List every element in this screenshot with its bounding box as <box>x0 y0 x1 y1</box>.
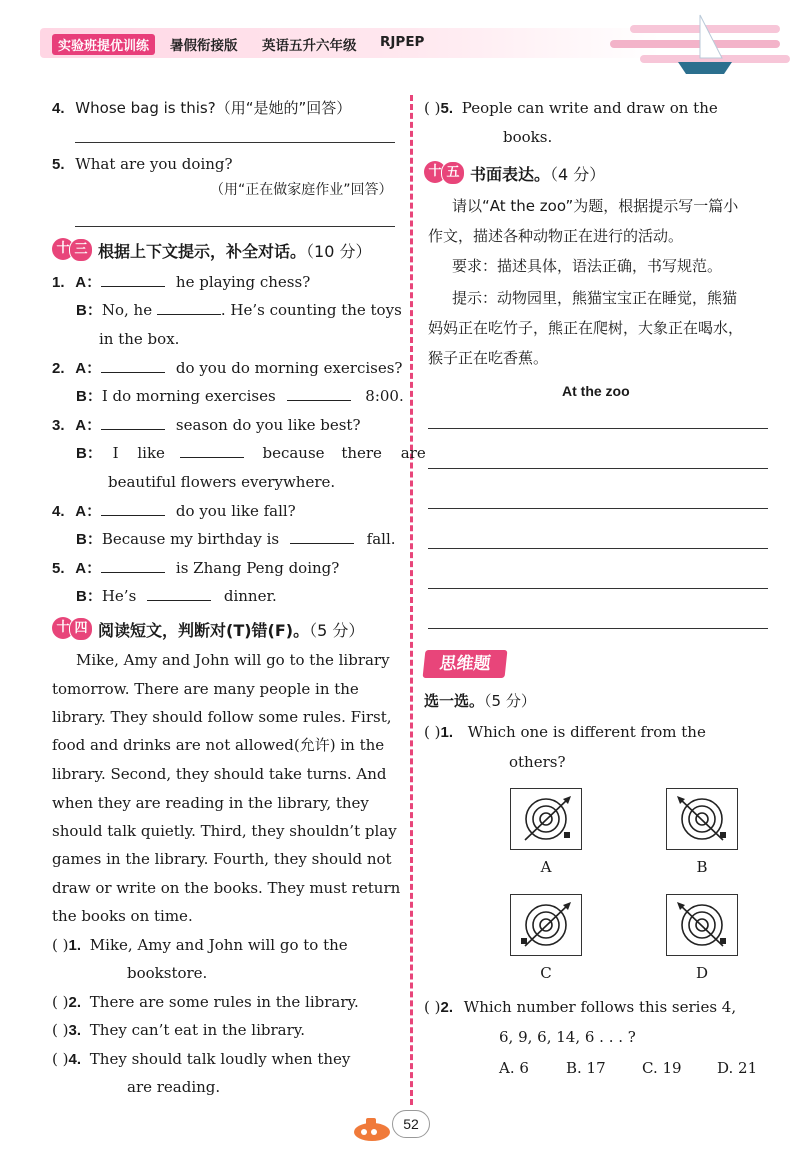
statement-text: Mike, Amy and John will go to the <box>89 936 348 954</box>
passage-line: the books on time. <box>52 907 193 925</box>
version-label: RJPEP <box>380 34 425 50</box>
dialog-text: dinner. <box>223 587 277 605</box>
answer-paren[interactable]: ( ) <box>424 723 441 741</box>
option-c[interactable]: C. 19 <box>642 1059 682 1077</box>
section-title-text: 选一选。 <box>424 692 485 710</box>
dialog-3-a <box>52 415 361 436</box>
dialog-1-a <box>52 272 310 293</box>
speaker-label: A： <box>75 503 102 520</box>
passage-line: draw or write on the books. They must return <box>52 879 401 897</box>
thinking-q1 <box>424 722 706 743</box>
question-number: 2. <box>52 360 65 377</box>
passage-line: games in the library. Fourth, they should not <box>52 850 392 868</box>
question-number: 4. <box>52 503 65 520</box>
statement-2 <box>52 992 359 1013</box>
question-number: 4. <box>52 100 65 117</box>
question-text-cont: 6, 9, 6, 14, 6 . . . ? <box>499 1028 636 1046</box>
statement-text: They should talk loudly when they <box>89 1050 351 1068</box>
answer-paren[interactable]: ( ) <box>52 993 69 1011</box>
statement-3 <box>52 1020 305 1041</box>
answer-paren[interactable]: ( ) <box>52 1050 69 1068</box>
question-number: 2. <box>440 999 453 1016</box>
statement-text-cont: are reading. <box>127 1078 221 1096</box>
passage-line: Mike, Amy and John will go to the library <box>76 651 390 669</box>
question-number: 2. <box>68 994 81 1011</box>
section-title-text: 根据上下文提示，补全对话。 <box>98 242 307 261</box>
answer-paren[interactable]: ( ) <box>52 936 69 954</box>
question-5 <box>52 154 233 175</box>
answer-paren[interactable]: ( ) <box>424 998 441 1016</box>
question-4 <box>52 98 351 119</box>
dialog-2-a <box>52 358 402 379</box>
question-number: 5. <box>52 560 65 577</box>
figure-d <box>666 894 738 956</box>
dialog-text: he playing chess? <box>175 273 311 291</box>
dialog-text: season do you like best? <box>175 416 361 434</box>
figure-label: C <box>540 964 552 982</box>
speaker-label: B： <box>76 388 102 405</box>
option-a[interactable]: A. 6 <box>499 1059 529 1077</box>
answer-paren[interactable]: ( ) <box>424 99 441 117</box>
section-score: （5 分） <box>309 621 365 640</box>
hint-line: 提示：动物园里，熊猫宝宝正在睡觉，熊猫 <box>452 289 738 307</box>
essay-title: At the zoo <box>562 383 630 399</box>
figure-label: A <box>540 858 552 876</box>
passage-line: should talk quietly. Third, they shouldn’t play <box>52 822 397 840</box>
passage-line: tomorrow. There are many people in the <box>52 680 359 698</box>
statement-text: People can write and draw on the <box>461 99 718 117</box>
requirement-line: 要求：描述具体，语法正确，书写规范。 <box>452 257 723 275</box>
question-number: 1. <box>52 274 65 291</box>
speaker-label: A： <box>75 274 102 291</box>
badge-char: 五 <box>441 161 465 185</box>
answer-line[interactable] <box>75 226 395 227</box>
passage-line: library. Second, they should take turns. And <box>52 765 387 783</box>
section-title-text: 书面表达。 <box>470 165 551 184</box>
figure-label: D <box>695 964 709 982</box>
speaker-label: B： <box>76 531 102 548</box>
dialog-text: because <box>262 444 325 462</box>
badge-char: 四 <box>69 617 93 641</box>
dialog-text: like <box>137 444 165 462</box>
speaker-label: A： <box>75 560 102 577</box>
dialog-text: is Zhang Peng doing? <box>175 559 340 577</box>
subject-label: 英语五升六年级 <box>262 38 357 54</box>
section-title <box>470 162 605 185</box>
statement-text-cont: bookstore. <box>127 964 208 982</box>
dialog-1-b <box>76 300 402 321</box>
question-number: 5. <box>52 156 65 173</box>
badge-char: 十 <box>52 617 74 639</box>
blank[interactable] <box>101 358 165 373</box>
question-number: 4. <box>68 1051 81 1068</box>
question-number: 3. <box>68 1022 81 1039</box>
answer-paren[interactable]: ( ) <box>52 1021 69 1039</box>
section-title <box>98 239 371 262</box>
dialog-4-b <box>76 529 396 550</box>
dialog-4-a <box>52 501 296 522</box>
statement-text: They can’t eat in the library. <box>89 1021 306 1039</box>
page-number: 52 <box>392 1110 430 1138</box>
blank[interactable] <box>101 415 165 430</box>
section-score: （5 分） <box>484 692 536 710</box>
question-text: Which number follows this series 4, <box>463 998 737 1016</box>
figure-c <box>510 894 582 956</box>
question-hint: （用“正在做家庭作业”回答） <box>210 182 393 198</box>
dialog-text: 8:00. <box>365 387 404 405</box>
question-text: What are you doing? <box>75 155 233 173</box>
page-header <box>0 0 800 70</box>
question-text: Which one is different from the <box>467 723 706 741</box>
question-text: Whose bag is this?（用“是她的”回答） <box>75 99 352 117</box>
passage-line: food and drinks are not allowed(允许) in the <box>52 736 385 754</box>
speaker-label: B： <box>76 588 102 605</box>
option-b[interactable]: B. 17 <box>566 1059 606 1077</box>
dialog-5-a <box>52 558 339 579</box>
dialog-3-b-cont: beautiful flowers everywhere. <box>108 473 336 491</box>
writing-line[interactable] <box>428 588 768 589</box>
question-text-cont: others? <box>509 753 566 771</box>
thinking-banner: 思维题 <box>423 650 508 678</box>
writing-line[interactable] <box>428 468 768 469</box>
statement-1 <box>52 935 348 956</box>
writing-line[interactable] <box>428 548 768 549</box>
dialog-text: fall. <box>366 530 396 548</box>
target-arrow-figure-c <box>511 895 581 955</box>
dialog-text: . He’s counting the toys <box>220 301 402 319</box>
thinking-title <box>424 690 536 711</box>
dialog-text: I do morning exercises <box>101 387 276 405</box>
blank[interactable] <box>287 386 351 401</box>
blank[interactable] <box>180 443 244 458</box>
blank[interactable] <box>101 272 165 287</box>
badge-char: 三 <box>69 238 93 262</box>
question-number: 1. <box>440 724 453 741</box>
passage-line: library. They should follow some rules. First, <box>52 708 392 726</box>
writing-line[interactable] <box>428 428 768 429</box>
figure-label: B <box>696 858 708 876</box>
answer-line[interactable] <box>75 142 395 143</box>
question-number: 1. <box>68 937 81 954</box>
submarine-icon <box>350 1110 396 1144</box>
thinking-q2 <box>424 997 736 1018</box>
target-arrow-figure-a <box>511 789 581 849</box>
hint-line: 妈妈正在吃竹子，熊正在爬树，大象正在喝水， <box>428 319 744 337</box>
blank[interactable] <box>101 501 165 516</box>
dialog-2-b <box>76 386 404 407</box>
statement-4 <box>52 1049 350 1070</box>
dialog-text: No, he <box>101 301 153 319</box>
edition-label: 暑假衔接版 <box>170 38 238 54</box>
blank[interactable] <box>101 558 165 573</box>
badge-char: 十 <box>424 161 446 183</box>
speaker-label: B： <box>76 445 102 462</box>
instruction-line: 作文，描述各种动物正在进行的活动。 <box>428 227 684 245</box>
dialog-text: I <box>112 444 119 462</box>
brand-label: 实验班提优训练 <box>52 34 155 55</box>
dialog-3-b <box>76 443 426 464</box>
dialog-text: there <box>341 444 382 462</box>
dialog-text: He’s <box>101 587 137 605</box>
option-d[interactable]: D. 21 <box>717 1059 758 1077</box>
writing-line[interactable] <box>428 508 768 509</box>
speaker-label: A： <box>75 360 102 377</box>
dialog-5-b <box>76 586 277 607</box>
blank[interactable] <box>147 586 211 601</box>
section-title-text: 阅读短文，判断对(T)错(F)。 <box>98 621 310 640</box>
dialog-1-b-cont: in the box. <box>99 330 180 348</box>
dialog-text: do you do morning exercises? <box>175 359 403 377</box>
column-divider <box>410 95 413 1105</box>
section-title <box>98 618 364 641</box>
section-score: （10 分） <box>306 242 372 261</box>
statement-5 <box>424 98 718 119</box>
blank[interactable] <box>290 529 354 544</box>
dialog-text: do you like fall? <box>175 502 296 520</box>
hint-line: 猴子正在吃香蕉。 <box>428 349 549 367</box>
statement-text: There are some rules in the library. <box>89 993 359 1011</box>
question-number: 5. <box>440 100 453 117</box>
statement-text-cont: books. <box>503 128 553 146</box>
target-arrow-figure-b <box>667 789 737 849</box>
figure-b <box>666 788 738 850</box>
speaker-label: A： <box>75 417 102 434</box>
badge-char: 十 <box>52 238 74 260</box>
figure-a <box>510 788 582 850</box>
sailboat-illustration <box>600 10 800 80</box>
blank[interactable] <box>157 300 221 315</box>
question-number: 3. <box>52 417 65 434</box>
dialog-text: Because my birthday is <box>101 530 280 548</box>
writing-line[interactable] <box>428 628 768 629</box>
instruction-line: 请以“At the zoo”为题，根据提示写一篇小 <box>452 197 739 215</box>
target-arrow-figure-d <box>667 895 737 955</box>
dialog-text: are <box>400 444 426 462</box>
section-score: （4 分） <box>550 165 606 184</box>
passage-line: when they are reading in the library, they <box>52 794 369 812</box>
speaker-label: B： <box>76 302 102 319</box>
